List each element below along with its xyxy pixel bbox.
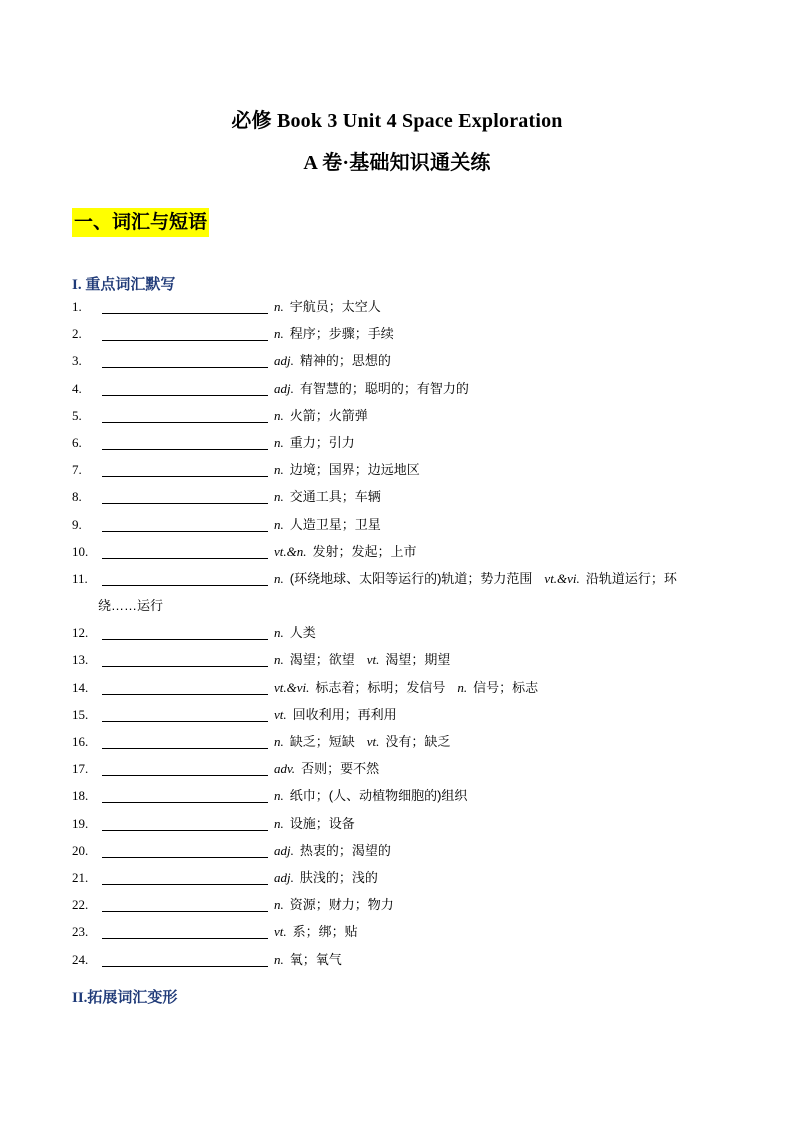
- part-of-speech: adv.: [274, 761, 296, 777]
- part-of-speech: n.: [274, 462, 284, 478]
- answer-blank[interactable]: [102, 938, 268, 939]
- meaning-text: 缺乏；短缺: [289, 734, 355, 750]
- part-of-speech: n.: [274, 788, 284, 804]
- part-of-speech: n.: [274, 951, 284, 967]
- part-of-speech: adj.: [274, 842, 294, 858]
- part-of-speech-secondary: n.: [457, 679, 468, 695]
- answer-blank[interactable]: [102, 830, 268, 831]
- item-number: 1.: [72, 299, 82, 314]
- item-definition: [274, 815, 355, 833]
- part-of-speech: n.: [274, 434, 284, 450]
- answer-blank[interactable]: [102, 476, 268, 477]
- meaning-text: 设施；设备: [289, 815, 355, 831]
- answer-blank[interactable]: [102, 666, 268, 667]
- part-of-speech: n.: [274, 734, 284, 750]
- part-of-speech: n.: [274, 489, 284, 505]
- item-definition: [274, 298, 381, 316]
- item-number: 20.: [72, 842, 89, 858]
- list-item: [72, 706, 722, 733]
- list-item: [72, 325, 722, 352]
- meaning-text: 宇航员；太空人: [289, 299, 381, 314]
- meaning-text: 系；绑；贴: [292, 924, 358, 940]
- answer-blank[interactable]: [102, 558, 268, 559]
- item-definition: [274, 760, 379, 778]
- part-heading-vocabulary-dictation: I. 重点词汇默写: [72, 277, 176, 293]
- meaning-text-secondary: 信号；标志: [473, 679, 539, 695]
- meaning-text: 重力；引力: [289, 434, 355, 450]
- part-of-speech: n.: [274, 815, 284, 831]
- part-of-speech: n.: [274, 625, 284, 641]
- item-number: 24.: [72, 951, 89, 967]
- list-item: [72, 869, 722, 896]
- meaning-text: 火箭；火箭弹: [289, 407, 368, 423]
- list-item: [72, 461, 722, 488]
- item-definition: [274, 325, 394, 343]
- page-subtitle: A 卷·基础知识通关练: [303, 152, 491, 174]
- meaning-text: 精神的；思想的: [299, 353, 391, 369]
- meaning-text: 肤浅的；浅的: [299, 869, 378, 885]
- item-number: 5.: [72, 407, 82, 423]
- item-number: 17.: [72, 761, 89, 777]
- answer-blank[interactable]: [102, 884, 268, 885]
- answer-blank[interactable]: [102, 802, 268, 803]
- meaning-text: 纸巾；(人、动植物细胞的)组织: [289, 788, 468, 804]
- item-definition: [274, 461, 420, 479]
- meaning-continuation: 绕……运行: [98, 597, 164, 613]
- meaning-text: 有智慧的；聪明的；有智力的: [299, 380, 469, 396]
- meaning-text: 人造卫星；卫星: [289, 516, 381, 532]
- list-item: [72, 516, 722, 543]
- part-of-speech: n.: [274, 570, 284, 586]
- item-definition: [274, 543, 417, 561]
- meaning-text: 资源；财力；物力: [289, 897, 394, 913]
- list-item: [72, 488, 722, 515]
- meaning-text: 程序；步骤；手续: [289, 326, 394, 342]
- item-number: 9.: [72, 516, 82, 532]
- meaning-text-secondary: 沿轨道运行；环: [585, 570, 677, 586]
- list-item: [72, 407, 722, 434]
- part-of-speech: adj.: [274, 869, 294, 885]
- list-item: [72, 923, 722, 950]
- item-definition: [274, 352, 391, 370]
- answer-blank[interactable]: [102, 639, 268, 640]
- list-item: [72, 842, 722, 869]
- item-number: 2.: [72, 326, 82, 342]
- answer-blank[interactable]: [102, 966, 268, 967]
- meaning-text: 渴望；欲望: [289, 652, 355, 668]
- item-definition: [274, 679, 538, 697]
- item-definition: [274, 869, 378, 887]
- meaning-text: 热衷的；渴望的: [299, 842, 391, 858]
- list-item: [72, 298, 722, 325]
- list-item: [72, 543, 722, 570]
- item-number: 15.: [72, 706, 89, 722]
- item-number: 18.: [72, 788, 89, 804]
- list-item: [72, 951, 722, 978]
- item-number: 11.: [72, 570, 88, 586]
- item-definition: [274, 733, 450, 751]
- page-title: 必修 Book 3 Unit 4 Space Exploration: [231, 110, 563, 132]
- part-of-speech-secondary: vt.: [366, 652, 380, 668]
- item-number: 23.: [72, 924, 89, 940]
- meaning-text: 交通工具；车辆: [289, 489, 381, 505]
- list-item: [72, 760, 722, 787]
- part-of-speech: n.: [274, 326, 284, 342]
- answer-blank[interactable]: [102, 422, 268, 423]
- list-item: [72, 679, 722, 706]
- item-number: 22.: [72, 897, 89, 913]
- answer-blank[interactable]: [102, 585, 268, 586]
- meaning-text: 否则；要不然: [301, 761, 380, 777]
- answer-blank[interactable]: [102, 748, 268, 749]
- item-number: 10.: [72, 543, 89, 559]
- part-of-speech: n.: [274, 407, 284, 423]
- part-of-speech-secondary: vt.: [366, 734, 380, 750]
- answer-blank[interactable]: [102, 503, 268, 504]
- list-item: [72, 733, 722, 760]
- answer-blank[interactable]: [102, 449, 268, 450]
- meaning-text: 氧；氧气: [289, 951, 342, 967]
- list-item: [72, 570, 722, 624]
- item-definition: [274, 951, 342, 969]
- item-definition: [274, 651, 450, 669]
- item-number: 6.: [72, 434, 82, 450]
- meaning-text-secondary: 渴望；期望: [385, 652, 451, 668]
- part-of-speech: n.: [274, 299, 284, 314]
- answer-blank[interactable]: [102, 857, 268, 858]
- meaning-text-secondary: 没有；缺乏: [385, 734, 451, 750]
- item-number: 7.: [72, 462, 82, 478]
- section-heading: 一、词汇与短语: [72, 208, 209, 237]
- item-number: 21.: [72, 869, 89, 885]
- part-heading-word-forms: II.拓展词汇变形: [72, 990, 178, 1006]
- meaning-text: 发射；发起；上市: [312, 543, 417, 559]
- item-number: 13.: [72, 652, 89, 668]
- answer-blank[interactable]: [102, 340, 268, 341]
- part-of-speech: vt.: [274, 924, 287, 940]
- answer-blank[interactable]: [102, 313, 268, 314]
- item-definition: [274, 923, 358, 941]
- item-number: 14.: [72, 679, 89, 695]
- answer-blank[interactable]: [102, 911, 268, 912]
- answer-blank[interactable]: [102, 775, 268, 776]
- list-item: [72, 815, 722, 842]
- item-number: 12.: [72, 625, 89, 641]
- list-item: [72, 380, 722, 407]
- part-of-speech: n.: [274, 516, 284, 532]
- item-definition: [274, 624, 316, 642]
- vocabulary-list: [72, 298, 722, 978]
- answer-blank[interactable]: [102, 721, 268, 722]
- item-number: 8.: [72, 489, 82, 505]
- part-of-speech: vt.: [274, 706, 287, 722]
- item-number: 16.: [72, 734, 89, 750]
- list-item: [72, 787, 722, 814]
- part-of-speech: vt.&vi.: [274, 679, 310, 695]
- item-definition: [274, 706, 397, 724]
- item-definition: [274, 570, 677, 588]
- item-definition: [274, 516, 381, 534]
- item-definition: [274, 380, 469, 398]
- item-definition: [274, 488, 381, 506]
- item-definition: [274, 407, 368, 425]
- answer-blank[interactable]: [102, 531, 268, 532]
- list-item: [72, 651, 722, 678]
- list-item: [72, 434, 722, 461]
- meaning-text: 标志着；标明；发信号: [315, 679, 446, 695]
- meaning-text: 人类: [289, 625, 316, 641]
- item-number: 19.: [72, 815, 89, 831]
- part-of-speech: vt.&n.: [274, 543, 307, 559]
- list-item: [72, 352, 722, 379]
- answer-blank[interactable]: [102, 694, 268, 695]
- meaning-text: 回收利用；再利用: [292, 706, 397, 722]
- part-of-speech: adj.: [274, 380, 294, 396]
- item-definition: [274, 434, 355, 452]
- item-number: 4.: [72, 380, 82, 396]
- part-of-speech: adj.: [274, 353, 294, 369]
- answer-blank[interactable]: [102, 395, 268, 396]
- part-of-speech: n.: [274, 897, 284, 913]
- meaning-text: 边境；国界；边远地区: [289, 462, 420, 478]
- item-definition: [274, 896, 394, 914]
- item-definition: [274, 787, 467, 805]
- list-item: [72, 896, 722, 923]
- item-definition: [274, 842, 391, 860]
- meaning-text: (环绕地球、太阳等运行的)轨道；势力范围: [289, 570, 533, 586]
- answer-blank[interactable]: [102, 367, 268, 368]
- part-of-speech: n.: [274, 652, 284, 668]
- part-of-speech-secondary: vt.&vi.: [544, 570, 580, 586]
- item-number: 3.: [72, 353, 82, 369]
- list-item: [72, 624, 722, 651]
